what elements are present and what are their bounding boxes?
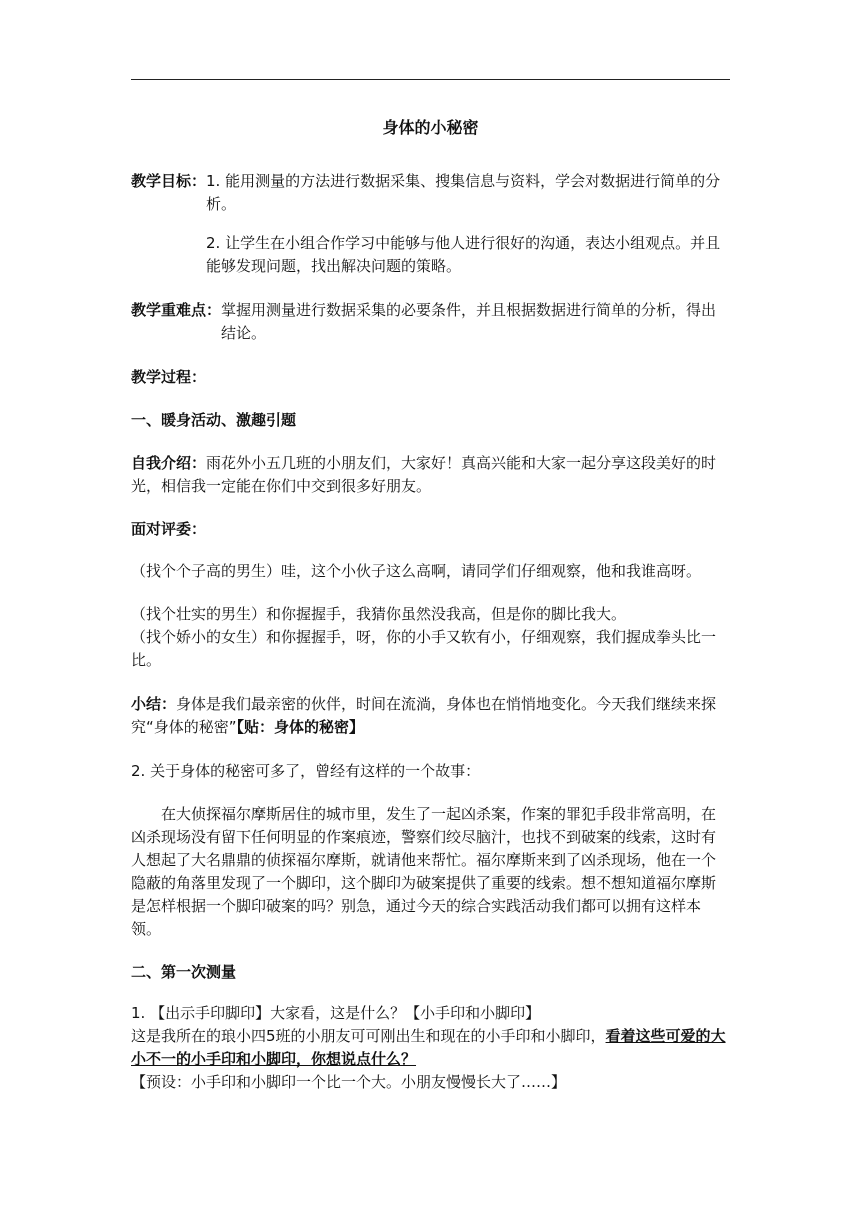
goals-item-1: 1. 能用测量的方法进行数据采集、搜集信息与资料，学会对数据进行简单的分析。 xyxy=(206,172,721,213)
measure-line-1: 1. 【出示手印脚印】大家看，这是什么？【小手印和小脚印】 xyxy=(131,1004,541,1022)
self-intro xyxy=(131,452,730,498)
measure-line-3: 【预设：小手印和小脚印一个比一个大。小朋友慢慢长大了……】 xyxy=(131,1073,567,1091)
key-points xyxy=(131,299,730,345)
page-title: 身体的小秘密 xyxy=(382,118,479,137)
judges-label: 面对评委： xyxy=(131,520,207,538)
dialog-line-1: （找个个子高的男生）哇，这个小伙子这么高啊，请同学们仔细观察，他和我谁高呀。 xyxy=(131,562,702,580)
dialog-line-3: （找个娇小的女生）和你握握手，呀，你的小手又软有小，仔细观察，我们握成拳头比一比。 xyxy=(131,628,717,669)
intro-text: 雨花外小五几班的小朋友们，大家好！真高兴能和大家一起分享这段美好的时光，相信我一定能在你们中交到很多好朋友。 xyxy=(131,454,717,495)
story-paragraph: 在大侦探福尔摩斯居住的城市里，发生了一起凶杀案，作案的罪犯手段非常高明，在凶杀现场没有留下任何明显的作案痕迹，警察们绞尽脑汁，也找不到破案的线索，这时有人想起了大名鼎鼎的侦探福尔摩斯，就请他来帮忙。福尔摩斯来到了凶杀现场，他在一个隐蔽的角落里发现了一个脚印，这个脚印为破案提供了重要的线索。想不想知道福尔摩斯是怎样根据一个脚印破案的吗？别急，通过今天的综合实践活动我们都可以拥有这样本领。 xyxy=(131,805,717,938)
summary-bold: 【贴：身体的秘密】 xyxy=(236,718,365,736)
summary xyxy=(131,693,730,739)
header-rule xyxy=(131,79,730,80)
process-heading: 教学过程： xyxy=(131,368,207,386)
measure-line-2 xyxy=(131,1025,730,1071)
section1-heading: 一、暖身活动、激趣引题 xyxy=(131,411,297,429)
keypoints-label: 教学重难点： xyxy=(131,301,222,319)
measure-line-2-plain: 这是我所在的琅小四5班的小朋友可可刚出生和现在的小手印和小脚印， xyxy=(131,1027,606,1045)
summary-text: 身体是我们最亲密的伙伴，时间在流淌，身体也在悄悄地变化。今天我们继续来探究“身体的秘密” xyxy=(131,695,717,736)
dialog-line-2: （找个壮实的男生）和你握握手，我猜你虽然没我高，但是你的脚比我大。 xyxy=(131,605,627,623)
summary-label: 小结： xyxy=(131,695,177,713)
story-intro: 2. 关于身体的秘密可多了，曾经有这样的一个故事： xyxy=(131,762,481,780)
measure-line-2-bold: 看着这些可爱的大小不一的小手印和小脚印，你想说点什么？ xyxy=(131,1027,726,1068)
goals-item-2: 2. 让学生在小组合作学习中能够与他人进行很好的沟通，表达小组观点。并且能够发现问题，找出解决问题的策略。 xyxy=(206,234,721,275)
section2-heading: 二、第一次测量 xyxy=(131,963,237,981)
intro-label: 自我介绍： xyxy=(131,454,207,472)
teaching-goals xyxy=(131,170,730,216)
teaching-goals-2 xyxy=(131,232,730,278)
keypoints-text: 掌握用测量进行数据采集的必要条件，并且根据数据进行简单的分析，得出结论。 xyxy=(221,301,717,342)
goals-label: 教学目标： xyxy=(131,172,207,190)
